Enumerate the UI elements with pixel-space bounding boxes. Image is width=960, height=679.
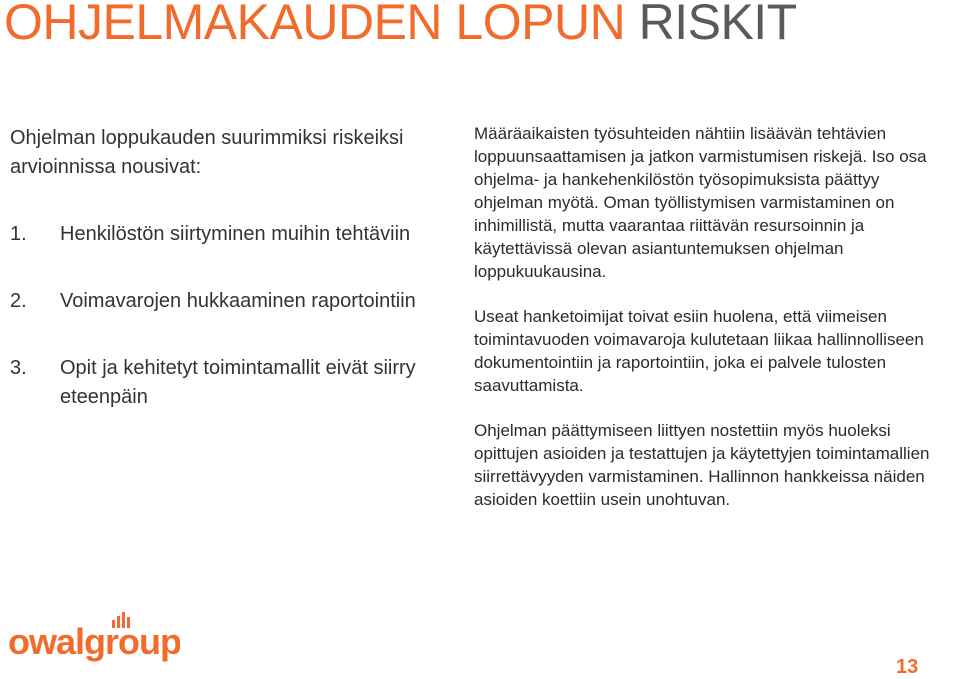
list-item-number: 2. [10, 290, 27, 312]
list-item [10, 354, 430, 412]
owalgroup-logo-mark [8, 612, 180, 664]
list-item-text: Opit ja kehitetyt toimintamallit eivät siirry eteenpäin [60, 357, 416, 408]
list-item [10, 287, 430, 316]
list-item-text: Voimavarojen hukkaaminen raportointiin [60, 290, 416, 312]
slide-title [4, 0, 797, 50]
paragraph-transferability: Ohjelman päättymiseen liittyen nostettiin myös huoleksi opittujen asioiden ja testattujen ja käytettyjen toimintamallien siirrettävyyden varmistaminen. Hallinnon hankkeissa näiden asioiden koettiin usein unohtuvan. [474, 421, 930, 509]
left-intro: Ohjelman loppukauden suurimmiksi riskeiksi arvioinnissa nousivat: [10, 127, 404, 178]
slide-title-rest: RISKIT [625, 0, 797, 50]
svg-text:owalgroup: owalgroup [8, 621, 180, 662]
list-item-number: 3. [10, 357, 27, 379]
slide-title-accent: OHJELMAKAUDEN LOPUN [4, 0, 626, 50]
paragraph-reporting-resources: Useat hanketoimijat toivat esiin huolena, että viimeisen toimintavuoden voimavaroja kulutetaan liikaa hallinnolliseen dokumentointiin ja raportointiin, joka ei palvele tulosten saavuttamista. [474, 307, 924, 395]
list-item [10, 220, 430, 249]
list-item-text: Henkilöstön siirtyminen muihin tehtäviin [60, 223, 411, 245]
right-column [474, 122, 944, 511]
page-number: 13 [896, 656, 919, 678]
paragraph-temporary-contracts: Määräaikaisten työsuhteiden nähtiin lisäävän tehtävien loppuunsaattamisen ja jatkon varmistumisen riskejä. Iso osa ohjelma- ja hankehenkilöstön työsopimuksista päättyy ohjelman myötä. Oman työllistymisen varmistaminen on inhimillistä, mutta vaarantaa riittävän resursoinnin ja käytettävissä olevan asiantuntemuksen ohjelman loppukuukausina. [474, 124, 927, 281]
left-column [10, 124, 430, 412]
risk-list [10, 220, 430, 412]
owalgroup-logo [8, 612, 180, 669]
list-item-number: 1. [10, 223, 27, 245]
